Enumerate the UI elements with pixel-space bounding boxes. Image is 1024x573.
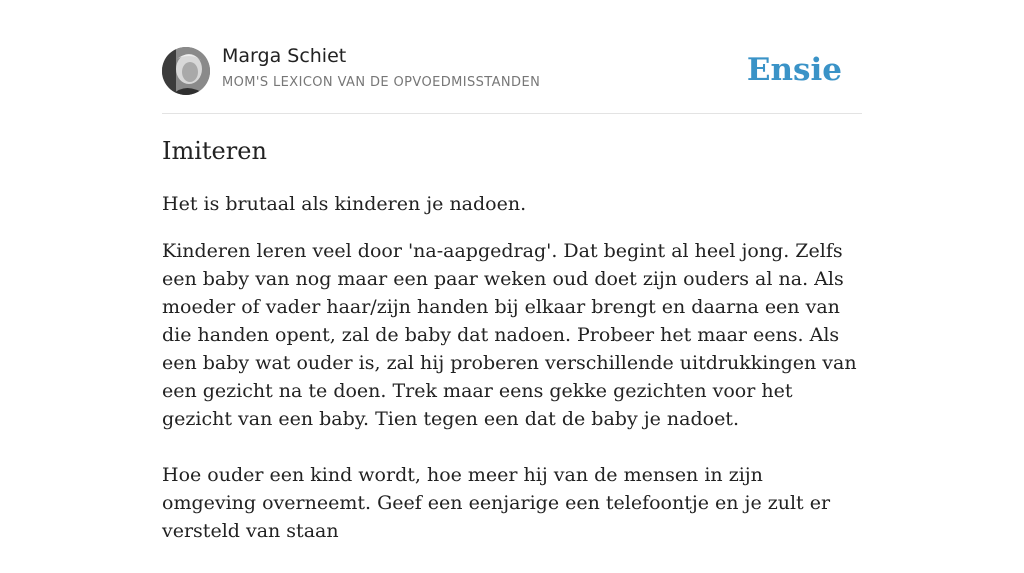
author-name[interactable]: Marga Schiet — [222, 45, 347, 67]
body-paragraph: Kinderen leren veel door 'na-aapgedrag'. Dat begint al heel jong. Zelfs een baby van nog maar een paar weken oud doet zijn ouders al na. Als moeder of vader haar/zijn handen bij elkaar brengt en daarna een van die handen opent, zal de baby dat nadoen. Probeer het maar eens. Als een baby wat ouder is, zal hij proberen verschillende uitdrukkingen van een gezicht na te doen. Trek maar eens gekke gezichten voor het gezicht van een baby. Tien tegen een dat de baby je nadoet. — [162, 240, 857, 430]
person-portrait-icon — [162, 47, 210, 95]
article-intro: Het is brutaal als kinderen je nadoen. — [162, 193, 527, 215]
article-body — [162, 237, 862, 573]
article-title: Imiteren — [162, 137, 267, 165]
body-paragraph: Hoe ouder een kind wordt, hoe meer hij van de mensen in zijn omgeving overneemt. Geef een eenjarige een telefoontje en je zult er versteld van staan — [162, 464, 831, 542]
article-header — [162, 0, 862, 114]
page-container — [162, 0, 862, 542]
author-avatar[interactable] — [162, 47, 210, 95]
collection-name[interactable]: MOM'S LEXICON VAN DE OPVOEDMISSTANDEN — [222, 75, 541, 90]
ensie-logo[interactable]: Ensie — [746, 52, 842, 88]
